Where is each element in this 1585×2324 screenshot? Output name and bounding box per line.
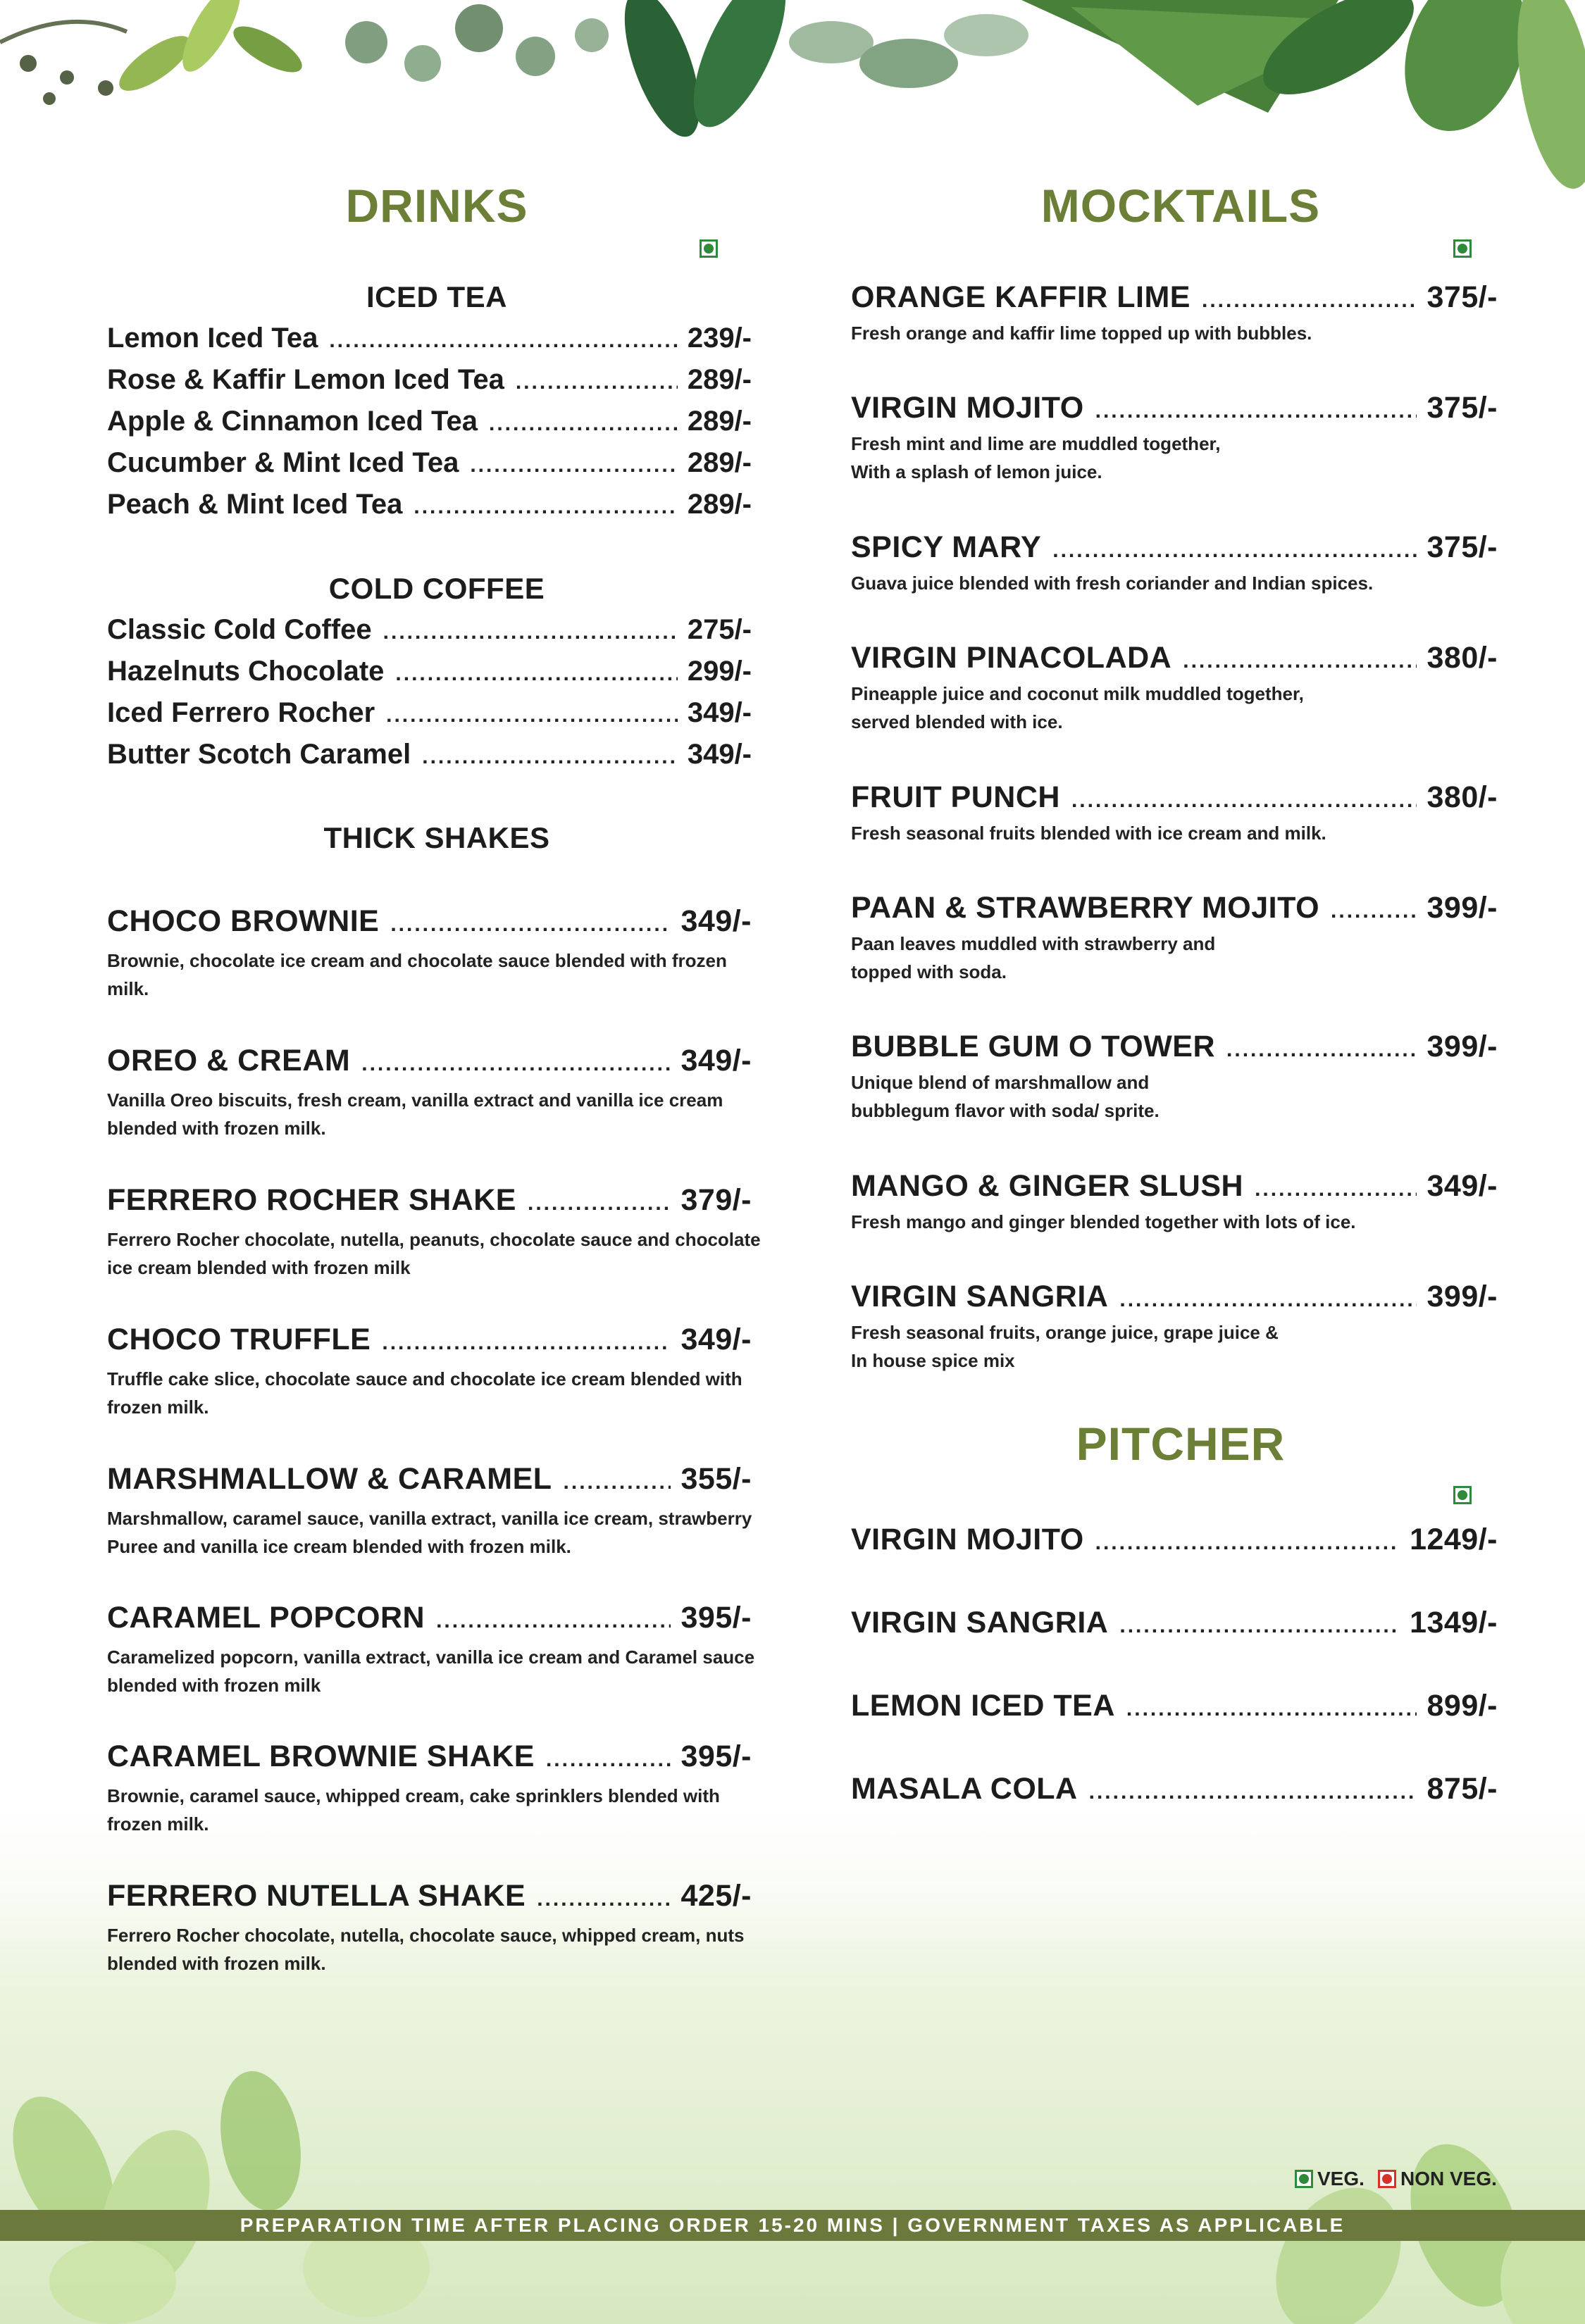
drinks-title: DRINKS (345, 180, 528, 232)
menu-item: VIRGIN MOJITO ..... 375/- (851, 391, 1498, 425)
menu-item: VIRGIN SANGRIA ..... 1349/- (851, 1606, 1498, 1640)
item-description: Brownie, chocolate ice cream and chocolate sauce blended with frozen milk. (107, 950, 727, 999)
item-description: Ferrero Rocher chocolate, nutella, peanuts, chocolate sauce and chocolate ice cream blended with frozen milk (107, 1229, 761, 1278)
veg-legend (1295, 2168, 1365, 2190)
menu-item: MANGO & GINGER SLUSH ..... 349/- (851, 1169, 1498, 1204)
item-description: Marshmallow, caramel sauce, vanilla extract, vanilla ice cream, strawberry Puree and vanilla ice cream blended with frozen milk. (107, 1508, 752, 1557)
menu-item: Butter Scotch Caramel ..... 349/- (107, 739, 752, 770)
thick-shakes-heading: THICK SHAKES (323, 821, 550, 854)
menu-item: SPICY MARY ..... 375/- (851, 530, 1498, 565)
menu-item: FRUIT PUNCH ..... 380/- (851, 780, 1498, 815)
veg-legend-label: VEG. (1317, 2168, 1365, 2189)
menu-item: ORANGE KAFFIR LIME ..... 375/- (851, 280, 1498, 315)
menu-item: VIRGIN PINACOLADA ..... 380/- (851, 641, 1498, 675)
item-description: Guava juice blended with fresh coriander and Indian spices. (851, 573, 1374, 594)
item-description: Fresh orange and kaffir lime topped up with bubbles. (851, 323, 1312, 344)
menu-item: FERRERO ROCHER SHAKE ..... 379/- (107, 1183, 752, 1218)
item-description: Unique blend of marshmallow and bubblegum flavor with soda/ sprite. (851, 1072, 1160, 1121)
veg-symbol-icon (1453, 239, 1472, 258)
footer-note: PREPARATION TIME AFTER PLACING ORDER 15-20 MINS | GOVERNMENT TAXES AS APPLICABLE (0, 2210, 1585, 2241)
top-foliage-decoration (0, 0, 1585, 197)
menu-item: CARAMEL BROWNIE SHAKE ..... 395/- (107, 1739, 752, 1774)
menu-item: FERRERO NUTELLA SHAKE ..... 425/- (107, 1879, 752, 1913)
item-description: Fresh seasonal fruits, orange juice, grape juice & In house spice mix (851, 1322, 1279, 1371)
non-veg-legend-label: NON VEG. (1400, 2168, 1497, 2189)
item-description: Fresh seasonal fruits blended with ice cream and milk. (851, 823, 1326, 844)
item-description: Brownie, caramel sauce, whipped cream, cake sprinklers blended with frozen milk. (107, 1785, 720, 1835)
item-description: Fresh mango and ginger blended together with lots of ice. (851, 1211, 1356, 1232)
menu-item: MASALA COLA ..... 875/- (851, 1772, 1498, 1806)
menu-item: OREO & CREAM ..... 349/- (107, 1044, 752, 1078)
menu-item: LEMON ICED TEA ..... 899/- (851, 1689, 1498, 1723)
menu-item: Classic Cold Coffee ..... 275/- (107, 614, 752, 646)
item-description: Truffle cake slice, chocolate sauce and chocolate ice cream blended with frozen milk. (107, 1368, 742, 1418)
bottom-foliage-decoration (0, 1775, 1585, 2324)
item-description: Caramelized popcorn, vanilla extract, vanilla ice cream and Caramel sauce blended with frozen milk (107, 1647, 755, 1696)
veg-symbol-icon (1453, 1486, 1472, 1504)
menu-item: BUBBLE GUM O TOWER ..... 399/- (851, 1030, 1498, 1064)
menu-item: Hazelnuts Chocolate ..... 299/- (107, 656, 752, 687)
non-veg-symbol-icon (1378, 2170, 1396, 2188)
menu-item: Lemon Iced Tea ..... 239/- (107, 323, 752, 354)
menu-item: MARSHMALLOW & CARAMEL ..... 355/- (107, 1462, 752, 1497)
veg-symbol-icon (1295, 2170, 1313, 2188)
item-description: Ferrero Rocher chocolate, nutella, chocolate sauce, whipped cream, nuts blended with frozen milk. (107, 1925, 745, 1974)
menu-item: Iced Ferrero Rocher ..... 349/- (107, 697, 752, 729)
menu-item: Peach & Mint Iced Tea ..... 289/- (107, 489, 752, 520)
item-description: Paan leaves muddled with strawberry and topped with soda. (851, 933, 1216, 982)
menu-item: Rose & Kaffir Lemon Iced Tea ..... 289/- (107, 364, 752, 396)
cold-coffee-heading: COLD COFFEE (328, 572, 545, 605)
non-veg-legend (1378, 2168, 1497, 2190)
item-description: Pineapple juice and coconut milk muddled together, served blended with ice. (851, 683, 1304, 732)
menu-item: VIRGIN SANGRIA ..... 399/- (851, 1280, 1498, 1314)
menu-item: VIRGIN MOJITO ..... 1249/- (851, 1523, 1498, 1557)
menu-item: Apple & Cinnamon Iced Tea ..... 289/- (107, 406, 752, 437)
item-description: Vanilla Oreo biscuits, fresh cream, vanilla extract and vanilla ice cream blended with frozen milk. (107, 1089, 723, 1139)
pitcher-title: PITCHER (1076, 1418, 1286, 1470)
iced-tea-heading: ICED TEA (366, 280, 508, 313)
menu-item: CHOCO TRUFFLE ..... 349/- (107, 1323, 752, 1357)
mocktails-title: MOCKTAILS (1040, 180, 1321, 232)
menu-item: Cucumber & Mint Iced Tea ..... 289/- (107, 447, 752, 479)
menu-item: PAAN & STRAWBERRY MOJITO ..... 399/- (851, 891, 1498, 925)
item-description: Fresh mint and lime are muddled together, With a splash of lemon juice. (851, 433, 1221, 482)
veg-symbol-icon (700, 239, 718, 258)
menu-item: CHOCO BROWNIE ..... 349/- (107, 904, 752, 939)
menu-item: CARAMEL POPCORN ..... 395/- (107, 1601, 752, 1635)
